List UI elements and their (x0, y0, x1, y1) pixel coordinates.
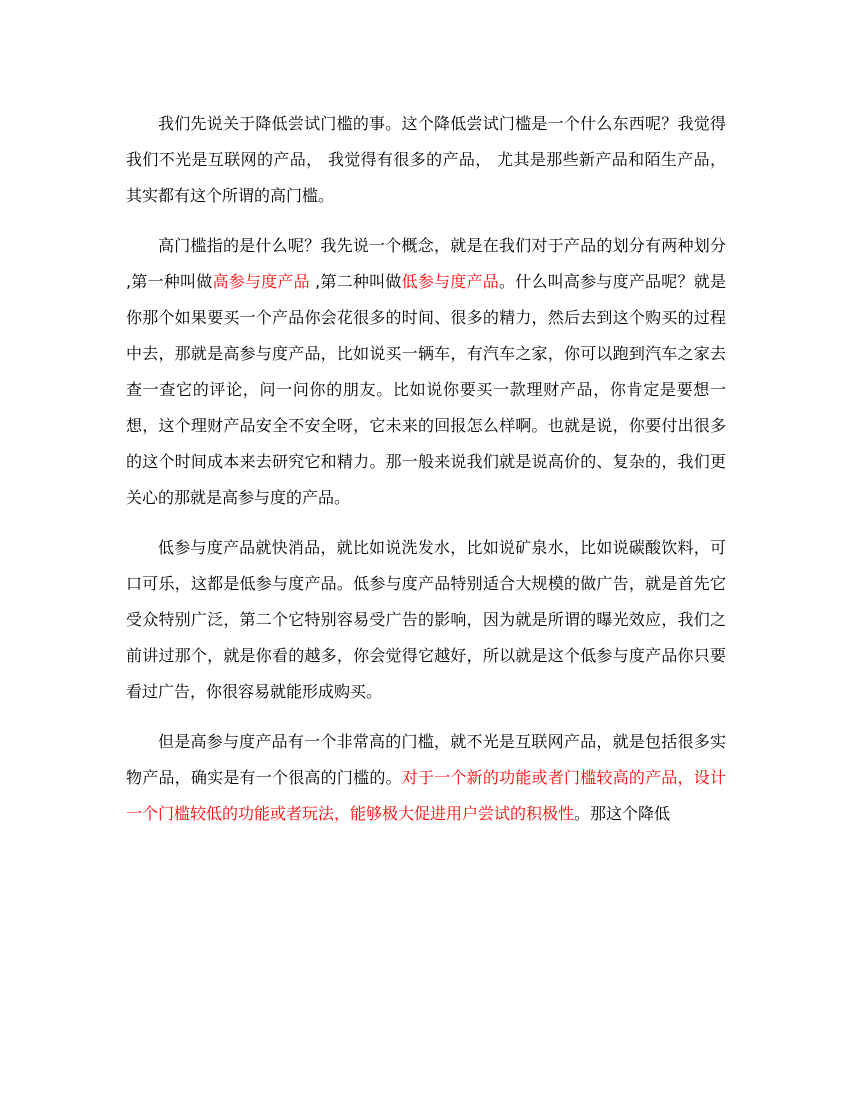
text-segment: ,第二种叫做 (309, 272, 402, 291)
text-segment: 低参与度产品就快消品，就比如说洗发水，比如说矿泉水，比如说碳酸饮料，可口可乐，这都是低参与度产品。低参与度产品特别适合大规模的做广告，就是首先它受众特别广泛，第二个它特别容易受广告的影响，因为就是所谓的曝光效应，我们之前讲过那个，就是你看的越多，你会觉得它越好，所以就是这个低参与度产品你只要看过广告，你很容易就能形成购买。 (126, 538, 726, 701)
highlighted-term-low-involvement: 低参与度产品 (401, 272, 499, 291)
text-segment: 我们先说关于降低尝试门槛的事。这个降低尝试门槛是一个什么东西呢？我觉得我们不光是互联网的产品， 我觉得有很多的产品， 尤其是那些新产品和陌生产品，其实都有这个所谓的高门槛。 (126, 114, 726, 205)
highlighted-key-sentence: 对于一个新的功能或者门槛较高的产品，设计一个门槛较低的功能或者玩法，能够极大促进用户尝试的积极性 (126, 768, 726, 823)
text-segment: 但是高参与度产品有一个非常高的门槛，就不光是互联网产品，就是包括很多实物产品，确实是有一个很高的门槛的。 (126, 732, 726, 787)
paragraph-4 (126, 724, 726, 832)
text-segment: 。那这个降低 (574, 804, 671, 823)
text-segment: 。什么叫高参与度产品呢？就是你那个如果要买一个产品你会花很多的时间、很多的精力，然后去到这个购买的过程中去，那就是高参与度产品，比如说买一辆车，有汽车之家，你可以跑到汽车之家去查一查它的评论，问一问你的朋友。比如说你要买一款理财产品，你肯定是要想一想，这个理财产品安全不安全呀，它未来的回报怎么样啊。也就是说，你要付出很多的这个时间成本来去研究它和精力。那一般来说我们就是说高价的、复杂的，我们更关心的那就是高参与度的产品。 (126, 272, 726, 507)
text-segment: 高门槛指的是什么呢？我先说一个概念，就是在我们对于产品的划分有两种划分 ,第一种叫做 (126, 236, 726, 291)
paragraph-1 (126, 106, 726, 214)
highlighted-term-high-involvement: 高参与度产品 (212, 272, 310, 291)
document-body (126, 106, 726, 846)
paragraph-2 (126, 228, 726, 516)
paragraph-3 (126, 530, 726, 710)
